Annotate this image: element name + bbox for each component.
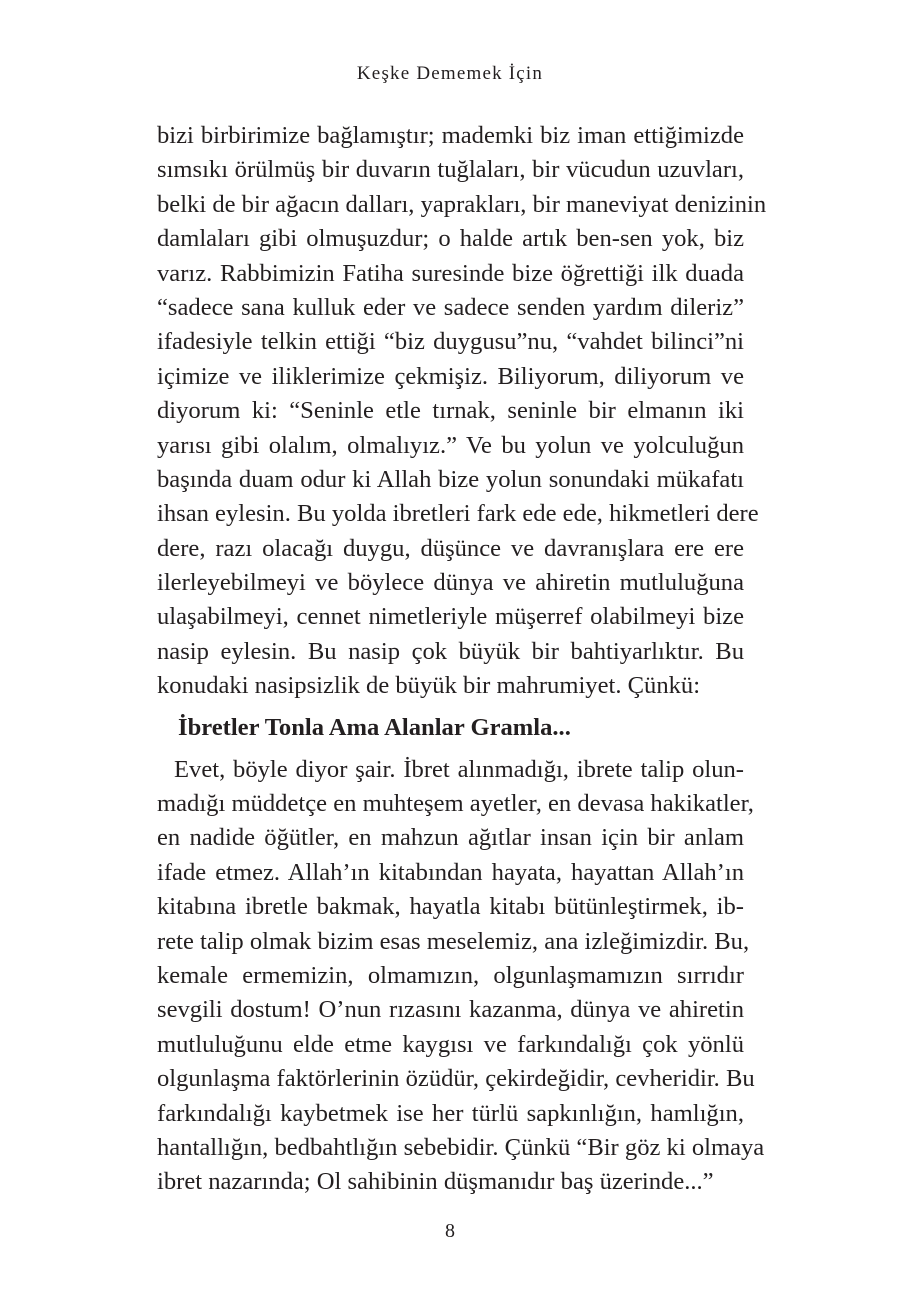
text-line: konudaki nasipsizlik de büyük bir mahrumiyet. Çünkü: bbox=[157, 672, 701, 700]
text-line: olgunlaşma faktörlerinin özüdür, çekirdeğidir, cevheridir. Bu bbox=[157, 1065, 755, 1093]
text-line: “sadece sana kulluk eder ve sadece senden yardım dileriz” bbox=[157, 293, 744, 321]
text-line: varız. Rabbimizin Fatiha suresinde bize öğrettiği ilk duada bbox=[157, 259, 744, 287]
section-heading: İbretler Tonla Ama Alanlar Gramla... bbox=[178, 713, 571, 741]
text-line: sımsıkı örülmüş bir duvarın tuğlaları, bir vücudun uzuvları, bbox=[157, 156, 744, 184]
text-line: sevgili dostum! O’nun rızasını kazanma, dünya ve ahiretin bbox=[157, 996, 744, 1024]
text-line: mutluluğunu elde etme kaygısı ve farkındalığı çok yönlü bbox=[157, 1030, 744, 1058]
text-line: Evet, böyle diyor şair. İbret alınmadığı, ibrete talip olun- bbox=[174, 755, 744, 783]
text-line: farkındalığı kaybetmek ise her türlü sapkınlığın, hamlığın, bbox=[157, 1099, 744, 1127]
text-line: kemale ermemizin, olmamızın, olgunlaşmamızın sırrıdır bbox=[157, 961, 744, 989]
text-line: belki de bir ağacın dalları, yaprakları, bir maneviyat denizinin bbox=[157, 190, 767, 218]
text-line: rete talip olmak bizim esas meselemiz, ana izleğimizdir. Bu, bbox=[157, 927, 750, 955]
text-line: ilerleyebilmeyi ve böylece dünya ve ahiretin mutluluğuna bbox=[157, 569, 744, 597]
text-line: dere, razı olacağı duygu, düşünce ve davranışlara ere ere bbox=[157, 534, 744, 562]
text-line: başında duam odur ki Allah bize yolun sonundaki mükafatı bbox=[157, 465, 744, 493]
text-line: hantallığın, bedbahtlığın sebebidir. Çünkü “Bir göz ki olmaya bbox=[157, 1133, 765, 1161]
text-line: içimize ve iliklerimize çekmişiz. Biliyorum, diliyorum ve bbox=[157, 362, 744, 390]
text-line: ifade etmez. Allah’ın kitabından hayata, hayattan Allah’ın bbox=[157, 858, 744, 886]
text-line: bizi birbirimize bağlamıştır; mademki biz iman ettiğimizde bbox=[157, 122, 744, 149]
text-line: damlaları gibi olmuşuzdur; o halde artık ben-sen yok, biz bbox=[157, 225, 744, 253]
running-header-title: Keşke Dememek İçin bbox=[356, 63, 544, 84]
text-line: kitabına ibretle bakmak, hayatla kitabı bütünleştirmek, ib- bbox=[157, 893, 744, 921]
page-body bbox=[157, 119, 767, 1200]
text-line: yarısı gibi olalım, olmalıyız.” Ve bu yolun ve yolculuğun bbox=[157, 431, 744, 459]
paragraph-section bbox=[157, 753, 765, 1200]
text-line: ulaşabilmeyi, cennet nimetleriyle müşerref olabilmeyi bize bbox=[157, 603, 744, 631]
text-line: ibret nazarında; Ol sahibinin düşmanıdır baş üzerinde...” bbox=[157, 1168, 714, 1196]
text-line: nasip eylesin. Bu nasip çok büyük bir bahtiyarlıktır. Bu bbox=[157, 637, 744, 665]
text-line: en nadide öğütler, en mahzun ağıtlar insan için bir anlam bbox=[157, 824, 744, 852]
text-line: madığı müddetçe en muhteşem ayetler, en devasa hakikatler, bbox=[157, 790, 754, 818]
text-line: ihsan eylesin. Bu yolda ibretleri fark ede ede, hikmetleri dere bbox=[157, 500, 759, 528]
text-line: ifadesiyle telkin ettiği “biz duygusu”nu, “vahdet bilinci”ni bbox=[157, 328, 744, 356]
paragraph-opening bbox=[157, 119, 767, 704]
text-line: diyorum ki: “Seninle etle tırnak, seninle bir elmanın iki bbox=[157, 397, 744, 425]
page-number: 8 bbox=[445, 1220, 455, 1242]
